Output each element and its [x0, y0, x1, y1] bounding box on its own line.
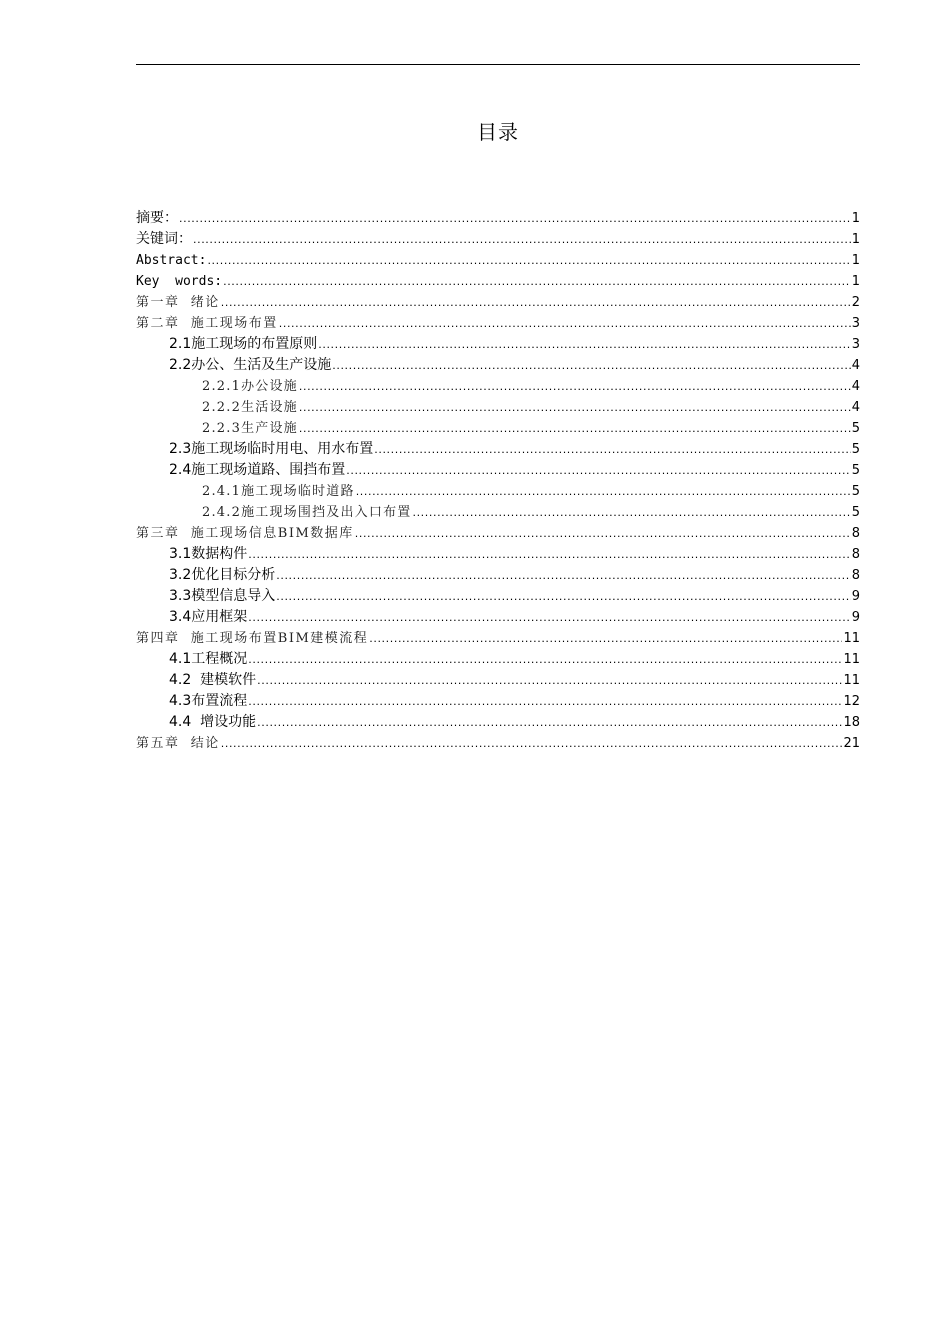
toc-entry-page-number: 12 — [843, 694, 860, 709]
toc-entry[interactable] — [136, 271, 860, 292]
toc-entry-label: 2.2.1办公设施 — [202, 379, 298, 394]
toc-dot-leader — [248, 649, 842, 670]
header-rule — [136, 64, 860, 65]
toc-entry[interactable] — [136, 397, 860, 418]
toc-entry-page-number: 1 — [851, 232, 860, 247]
toc-entry[interactable] — [136, 355, 860, 376]
toc-entry-page-number: 11 — [843, 673, 860, 688]
toc-entry-label: 关键词： — [136, 231, 192, 247]
toc-entry-page-number: 4 — [851, 400, 860, 415]
toc-entry-page-number: 5 — [851, 442, 860, 457]
toc-dot-leader — [221, 292, 851, 313]
toc-entry-label: 4.1工程概况 — [169, 651, 248, 667]
toc-dot-leader — [369, 628, 842, 649]
toc-entry-label: 2.1施工现场的布置原则 — [169, 336, 318, 352]
toc-entry-label: 第一章 绪论 — [136, 295, 220, 310]
toc-dot-leader — [299, 376, 851, 397]
toc-dot-leader — [207, 250, 850, 271]
toc-dot-leader — [257, 670, 842, 691]
toc-dot-leader — [223, 271, 851, 292]
toc-entry[interactable] — [136, 250, 860, 271]
toc-entry-page-number: 1 — [851, 211, 860, 226]
toc-entry[interactable] — [136, 691, 860, 712]
toc-entry-page-number: 5 — [851, 463, 860, 478]
toc-entry-page-number: 3 — [851, 316, 860, 331]
toc-dot-leader — [279, 313, 851, 334]
toc-dot-leader — [248, 544, 850, 565]
toc-entry[interactable] — [136, 628, 860, 649]
toc-entry-label: Abstract: — [136, 253, 207, 268]
toc-dot-leader — [248, 691, 842, 712]
toc-dot-leader — [374, 439, 850, 460]
toc-dot-leader — [193, 229, 851, 250]
toc-entry-label: 2.4.1施工现场临时道路 — [202, 484, 355, 499]
toc-dot-leader — [276, 586, 850, 607]
toc-entry-label: 第四章 施工现场布置BIM建模流程 — [136, 631, 369, 646]
toc-entry-page-number: 1 — [851, 274, 860, 289]
toc-entry-label: 2.2.2生活设施 — [202, 400, 298, 415]
toc-dot-leader — [346, 460, 850, 481]
toc-entry[interactable] — [136, 733, 860, 754]
toc-entry[interactable] — [136, 670, 860, 691]
toc-entry-page-number: 2 — [851, 295, 860, 310]
toc-dot-leader — [332, 355, 850, 376]
toc-entry[interactable] — [136, 481, 860, 502]
toc-dot-leader — [276, 565, 850, 586]
toc-entry-label: 摘要： — [136, 210, 178, 226]
toc-dot-leader — [356, 481, 851, 502]
toc-entry-page-number: 8 — [851, 526, 860, 541]
toc-dot-leader — [299, 397, 851, 418]
toc-entry-label: 3.4应用框架 — [169, 609, 248, 625]
toc-dot-leader — [412, 502, 850, 523]
toc-entry-page-number: 18 — [843, 715, 860, 730]
toc-entry-label: 2.3施工现场临时用电、用水布置 — [169, 441, 374, 457]
toc-entry[interactable] — [136, 649, 860, 670]
toc-entry-label: 3.3模型信息导入 — [169, 588, 276, 604]
toc-entry-page-number: 5 — [851, 484, 860, 499]
toc-entry[interactable] — [136, 313, 860, 334]
toc-entry-page-number: 1 — [851, 253, 860, 268]
toc-entry-label: 2.4施工现场道路、围挡布置 — [169, 462, 346, 478]
toc-entry-page-number: 21 — [843, 736, 860, 751]
toc-entry[interactable] — [136, 544, 860, 565]
toc-entry-label: 第五章 结论 — [136, 736, 220, 751]
toc-entry[interactable] — [136, 607, 860, 628]
toc-entry-label: 4.3布置流程 — [169, 693, 248, 709]
toc-entry-label: 第三章 施工现场信息BIM数据库 — [136, 526, 354, 541]
toc-entry-label: 2.2办公、生活及生产设施 — [169, 357, 332, 373]
toc-dot-leader — [179, 208, 851, 229]
table-of-contents — [136, 208, 860, 754]
toc-dot-leader — [221, 733, 843, 754]
toc-entry[interactable] — [136, 418, 860, 439]
toc-entry[interactable] — [136, 712, 860, 733]
toc-entry-label: 第二章 施工现场布置 — [136, 316, 278, 331]
toc-dot-leader — [257, 712, 842, 733]
toc-entry-page-number: 3 — [851, 337, 860, 352]
toc-entry-label: 3.1数据构件 — [169, 546, 248, 562]
toc-entry-page-number: 8 — [851, 547, 860, 562]
toc-entry[interactable] — [136, 523, 860, 544]
toc-entry-page-number: 4 — [851, 358, 860, 373]
toc-entry-page-number: 5 — [851, 421, 860, 436]
toc-entry-page-number: 8 — [851, 568, 860, 583]
toc-entry-label: Key words: — [136, 274, 223, 289]
toc-entry-page-number: 9 — [851, 589, 860, 604]
toc-dot-leader — [248, 607, 850, 628]
toc-title: 目录 — [477, 120, 519, 144]
toc-entry[interactable] — [136, 460, 860, 481]
toc-entry-label: 4.2 建模软件 — [169, 672, 257, 688]
toc-dot-leader — [299, 418, 851, 439]
toc-entry[interactable] — [136, 439, 860, 460]
toc-entry[interactable] — [136, 229, 860, 250]
toc-entry[interactable] — [136, 334, 860, 355]
toc-entry-page-number: 5 — [851, 505, 860, 520]
toc-entry-label: 2.2.3生产设施 — [202, 421, 298, 436]
toc-dot-leader — [355, 523, 851, 544]
toc-entry-page-number: 4 — [851, 379, 860, 394]
toc-entry-label: 3.2优化目标分析 — [169, 567, 276, 583]
toc-entry[interactable] — [136, 292, 860, 313]
toc-entry-label: 2.4.2施工现场围挡及出入口布置 — [202, 505, 412, 520]
toc-dot-leader — [318, 334, 850, 355]
toc-entry[interactable] — [136, 376, 860, 397]
toc-entry[interactable] — [136, 502, 860, 523]
toc-entry-page-number: 11 — [843, 652, 860, 667]
toc-entry-page-number: 9 — [851, 610, 860, 625]
toc-entry[interactable] — [136, 565, 860, 586]
toc-entry[interactable] — [136, 208, 860, 229]
toc-entry-page-number: 11 — [843, 631, 860, 646]
toc-entry[interactable] — [136, 586, 860, 607]
toc-entry-label: 4.4 增设功能 — [169, 714, 257, 730]
